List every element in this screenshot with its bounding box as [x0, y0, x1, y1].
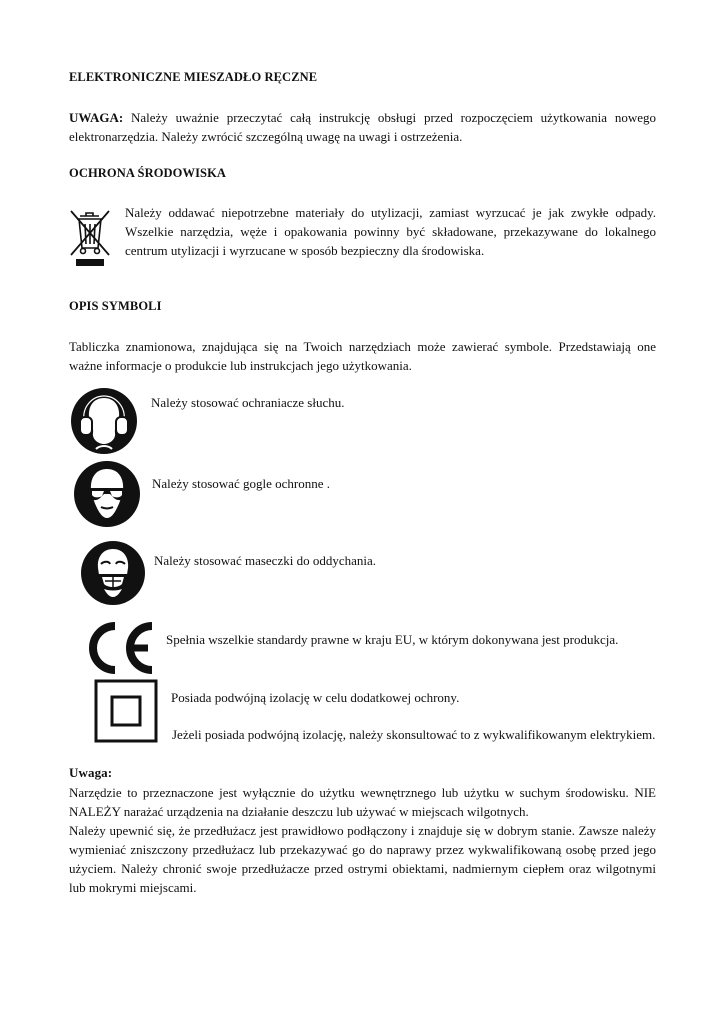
dust-mask-text: Należy stosować maseczki do oddychania. [154, 553, 377, 568]
ear-protection-icon [70, 387, 138, 455]
ce-mark-text: Spełnia wszelkie standardy prawne w kraju EU, w którym dokonywana jest produkcja. [166, 632, 619, 647]
double-insulation-icon [94, 679, 158, 743]
document-title: ELEKTRONICZNE MIESZADŁO RĘCZNE [69, 70, 318, 84]
environment-heading: OCHRONA ŚRODOWISKA [69, 166, 227, 180]
double-insulation-text: Posiada podwójną izolację w celu dodatkowej ochrony. [171, 690, 460, 705]
note-text-1: Narzędzie to przeznaczone jest wyłącznie do użytku wewnętrznego lub użytku w suchym środowisku. NIE NALEŻY narażać urządzenia na działanie deszczu lub używać w miejscach wilgotnych. [69, 785, 656, 819]
note-text-2: Należy upewnić się, że przedłużacz jest prawidłowo podłączony i znajduje się w dobrym stanie. Zawsze należy wymieniać zniszczony przedłużacz lub przekazywać go do naprawy przez wykwalifikowaną osobę przed jego użyciem. Należy chronić swoje przedłużacze przed ostrymi obiektami, nadmiernym ciepłem oraz wilgotnymi lub mokrymi miejscami. [69, 823, 656, 895]
warning-label: UWAGA: [69, 110, 124, 125]
warning-paragraph [69, 108, 656, 146]
safety-goggles-text: Należy stosować gogle ochronne . [152, 476, 330, 491]
safety-goggles-icon [73, 460, 141, 528]
note-heading: Uwaga: [69, 765, 113, 780]
warning-text: Należy uważnie przeczytać całą instrukcję obsługi przed rozpoczęciem użytkowania nowego elektronarzędzia. Należy zwrócić szczególną uwagę na uwagi i ostrzeżenia. [69, 110, 656, 144]
symbols-heading: OPIS SYMBOLI [69, 299, 162, 313]
double-insulation-text-2: Jeżeli posiada podwójną izolację, należy skonsultować to z wykwalifikowanym elektrykiem. [172, 727, 656, 742]
crossed-bin-icon [68, 206, 112, 268]
dust-mask-icon [80, 540, 146, 606]
symbols-intro: Tabliczka znamionowa, znajdująca się na Twoich narzędziach może zawierać symbole. Przedstawiają one ważne informacje o produkcie lub instrukcjach jego użytkowania. [69, 339, 656, 373]
ear-protection-text: Należy stosować ochraniacze słuchu. [151, 395, 345, 410]
ce-mark-icon [82, 622, 158, 674]
environment-text: Należy oddawać niepotrzebne materiały do utylizacji, zamiast wyrzucać je jak zwykłe odpady. Wszelkie narzędzia, węże i opakowania powinny być składowane, przekazywane do lokalnego centrum utylizacji i wyrzucane w sposób bezpieczny dla środowiska. [125, 205, 656, 258]
